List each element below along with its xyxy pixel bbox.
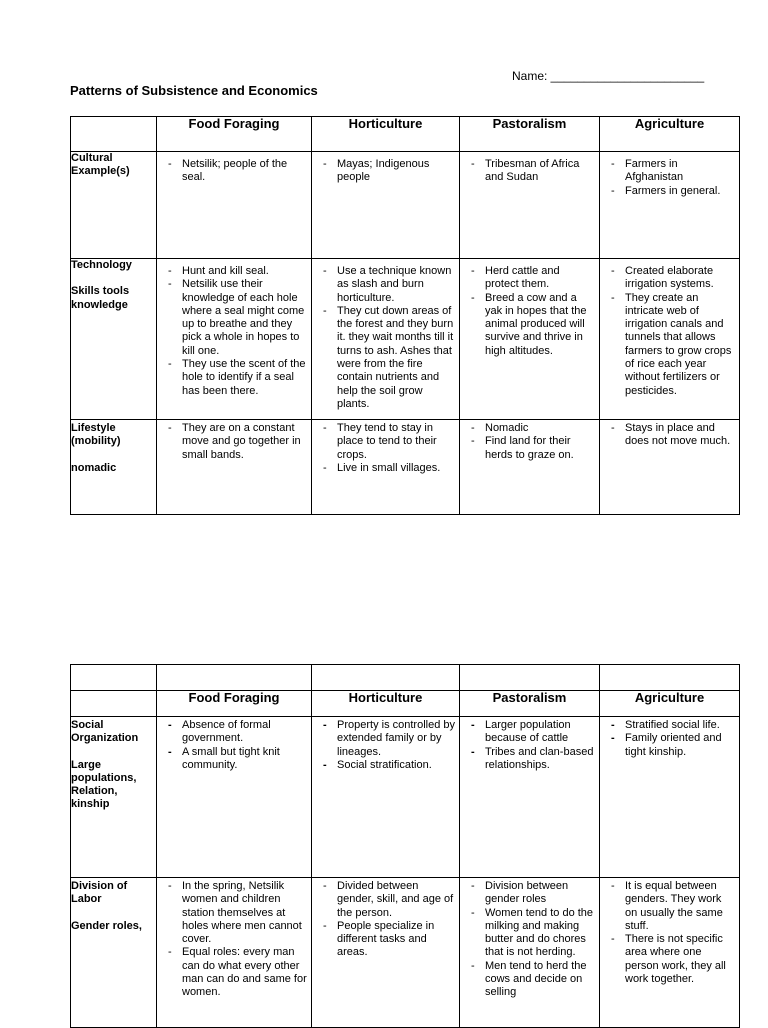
row-label: Lifestyle (mobility) <box>71 422 121 448</box>
blank-cell <box>600 665 740 691</box>
cell-pastoralism <box>460 717 600 878</box>
cell-pastoralism <box>460 878 600 1028</box>
cell-horticulture <box>312 259 460 420</box>
cell-food-foraging <box>157 717 312 878</box>
list-item: - Farmers in general. <box>604 185 735 198</box>
document-title: Patterns of Subsistence and Economics <box>70 83 318 98</box>
row-label-cell <box>71 878 157 1028</box>
list-item: - Netsilik; people of the seal. <box>161 158 307 185</box>
list-item: - Tribes and clan-based relationships. <box>464 746 595 773</box>
list-item: - They tend to stay in place to tend to their crops. <box>316 422 455 462</box>
column-header-food-foraging: Food Foraging <box>157 117 312 152</box>
header-corner-cell <box>71 117 157 152</box>
cell-horticulture <box>312 717 460 878</box>
row-label: Cultural Example(s) <box>71 152 130 178</box>
column-header-horticulture: Horticulture <box>312 691 460 717</box>
list-item: - Stratified social life. <box>604 719 735 732</box>
row-label: Social Organization <box>71 719 139 745</box>
list-item: - Larger population because of cattle <box>464 719 595 746</box>
row-label-cell <box>71 717 157 878</box>
blank-cell <box>157 665 312 691</box>
table1-header-row <box>71 117 740 152</box>
list-item: - Family oriented and tight kinship. <box>604 732 735 759</box>
list-item: - They create an intricate web of irrigation canals and tunnels that allows farmers to grow crops of rice each year without fertilizers or pesticides. <box>604 292 735 398</box>
list-item: - Divided between gender, skill, and age of the person. <box>316 880 455 920</box>
subsistence-table-2 <box>70 664 740 1028</box>
cell-agriculture <box>600 152 740 259</box>
cell-agriculture <box>600 717 740 878</box>
cell-pastoralism <box>460 259 600 420</box>
list-item: - Use a technique known as slash and burn horticulture. <box>316 265 455 305</box>
cell-agriculture <box>600 878 740 1028</box>
row-sublabel: Gender roles, <box>71 919 142 932</box>
row-sublabel: nomadic <box>71 461 117 474</box>
list-item: - Herd cattle and protect them. <box>464 265 595 292</box>
list-item: - Created elaborate irrigation systems. <box>604 265 735 292</box>
column-header-agriculture: Agriculture <box>600 117 740 152</box>
row-division-of-labor <box>71 878 740 1028</box>
cell-pastoralism <box>460 420 600 515</box>
list-item: - They are on a constant move and go together in small bands. <box>161 422 307 462</box>
row-social-organization <box>71 717 740 878</box>
column-header-agriculture: Agriculture <box>600 691 740 717</box>
list-item: - Farmers in Afghanistan <box>604 158 735 185</box>
row-label-cell <box>71 152 157 259</box>
list-item: - There is not specific area where one person work, they all work together. <box>604 933 735 986</box>
row-label: Division of Labor <box>71 880 128 906</box>
list-item: - Stays in place and does not move much. <box>604 422 735 449</box>
row-label-cell <box>71 420 157 515</box>
list-item: - Property is controlled by extended family or by lineages. <box>316 719 455 759</box>
cell-horticulture <box>312 152 460 259</box>
column-header-pastoralism: Pastoralism <box>460 117 600 152</box>
column-header-pastoralism: Pastoralism <box>460 691 600 717</box>
list-item: - Men tend to herd the cows and decide on selling <box>464 960 595 1000</box>
blank-cell <box>71 665 157 691</box>
blank-cell <box>312 665 460 691</box>
cell-food-foraging <box>157 878 312 1028</box>
list-item: - Find land for their herds to graze on. <box>464 435 595 462</box>
list-item: - Breed a cow and a yak in hopes that the animal produced will survive and thrive in high altitudes. <box>464 292 595 358</box>
cell-food-foraging <box>157 420 312 515</box>
list-item: - Nomadic <box>464 422 595 435</box>
list-item: - Women tend to do the milking and making butter and do chores that is not herding. <box>464 907 595 960</box>
list-item: - Live in small villages. <box>316 462 455 475</box>
list-item: - People specialize in different tasks and areas. <box>316 920 455 960</box>
row-sublabel: Skills tools knowledge <box>71 285 130 311</box>
list-item: - Absence of formal government. <box>161 719 307 746</box>
row-sublabel: Large populations, Relation, kinship <box>71 758 137 811</box>
list-item: - Netsilik use their knowledge of each hole where a seal might come up to breathe and they pick a whole in hopes to kill one. <box>161 278 307 358</box>
row-cultural-examples <box>71 152 740 259</box>
list-item: - It is equal between genders. They work on usually the same stuff. <box>604 880 735 933</box>
list-item: - Equal roles: every man can do what every other man can do and same for women. <box>161 946 307 999</box>
column-header-food-foraging: Food Foraging <box>157 691 312 717</box>
cell-food-foraging <box>157 259 312 420</box>
list-item: - They use the scent of the hole to identify if a seal has been there. <box>161 358 307 398</box>
row-technology <box>71 259 740 420</box>
row-label-cell <box>71 259 157 420</box>
cell-agriculture <box>600 420 740 515</box>
list-item: - A small but tight knit community. <box>161 746 307 773</box>
cell-horticulture <box>312 420 460 515</box>
cell-pastoralism <box>460 152 600 259</box>
list-item: - Hunt and kill seal. <box>161 265 307 278</box>
list-item: - Tribesman of Africa and Sudan <box>464 158 595 185</box>
list-item: - Division between gender roles <box>464 880 595 907</box>
name-field-label: Name: _______________________ <box>512 69 705 83</box>
row-lifestyle <box>71 420 740 515</box>
table2-header-row <box>71 691 740 717</box>
list-item: - They cut down areas of the forest and they burn it. they wait months till it turns to ash. Ashes that were from the fire contain nutrients and help the soil grow plants. <box>316 305 455 411</box>
list-item: - Mayas; Indigenous people <box>316 158 455 185</box>
cell-horticulture <box>312 878 460 1028</box>
list-item: - In the spring, Netsilik women and children station themselves at holes where men cannot cover. <box>161 880 307 946</box>
subsistence-table-1 <box>70 116 740 515</box>
table2-blank-row <box>71 665 740 691</box>
cell-agriculture <box>600 259 740 420</box>
row-label: Technology <box>71 259 132 271</box>
cell-food-foraging <box>157 152 312 259</box>
list-item: - Social stratification. <box>316 759 455 772</box>
column-header-horticulture: Horticulture <box>312 117 460 152</box>
header-corner-cell <box>71 691 157 717</box>
blank-cell <box>460 665 600 691</box>
